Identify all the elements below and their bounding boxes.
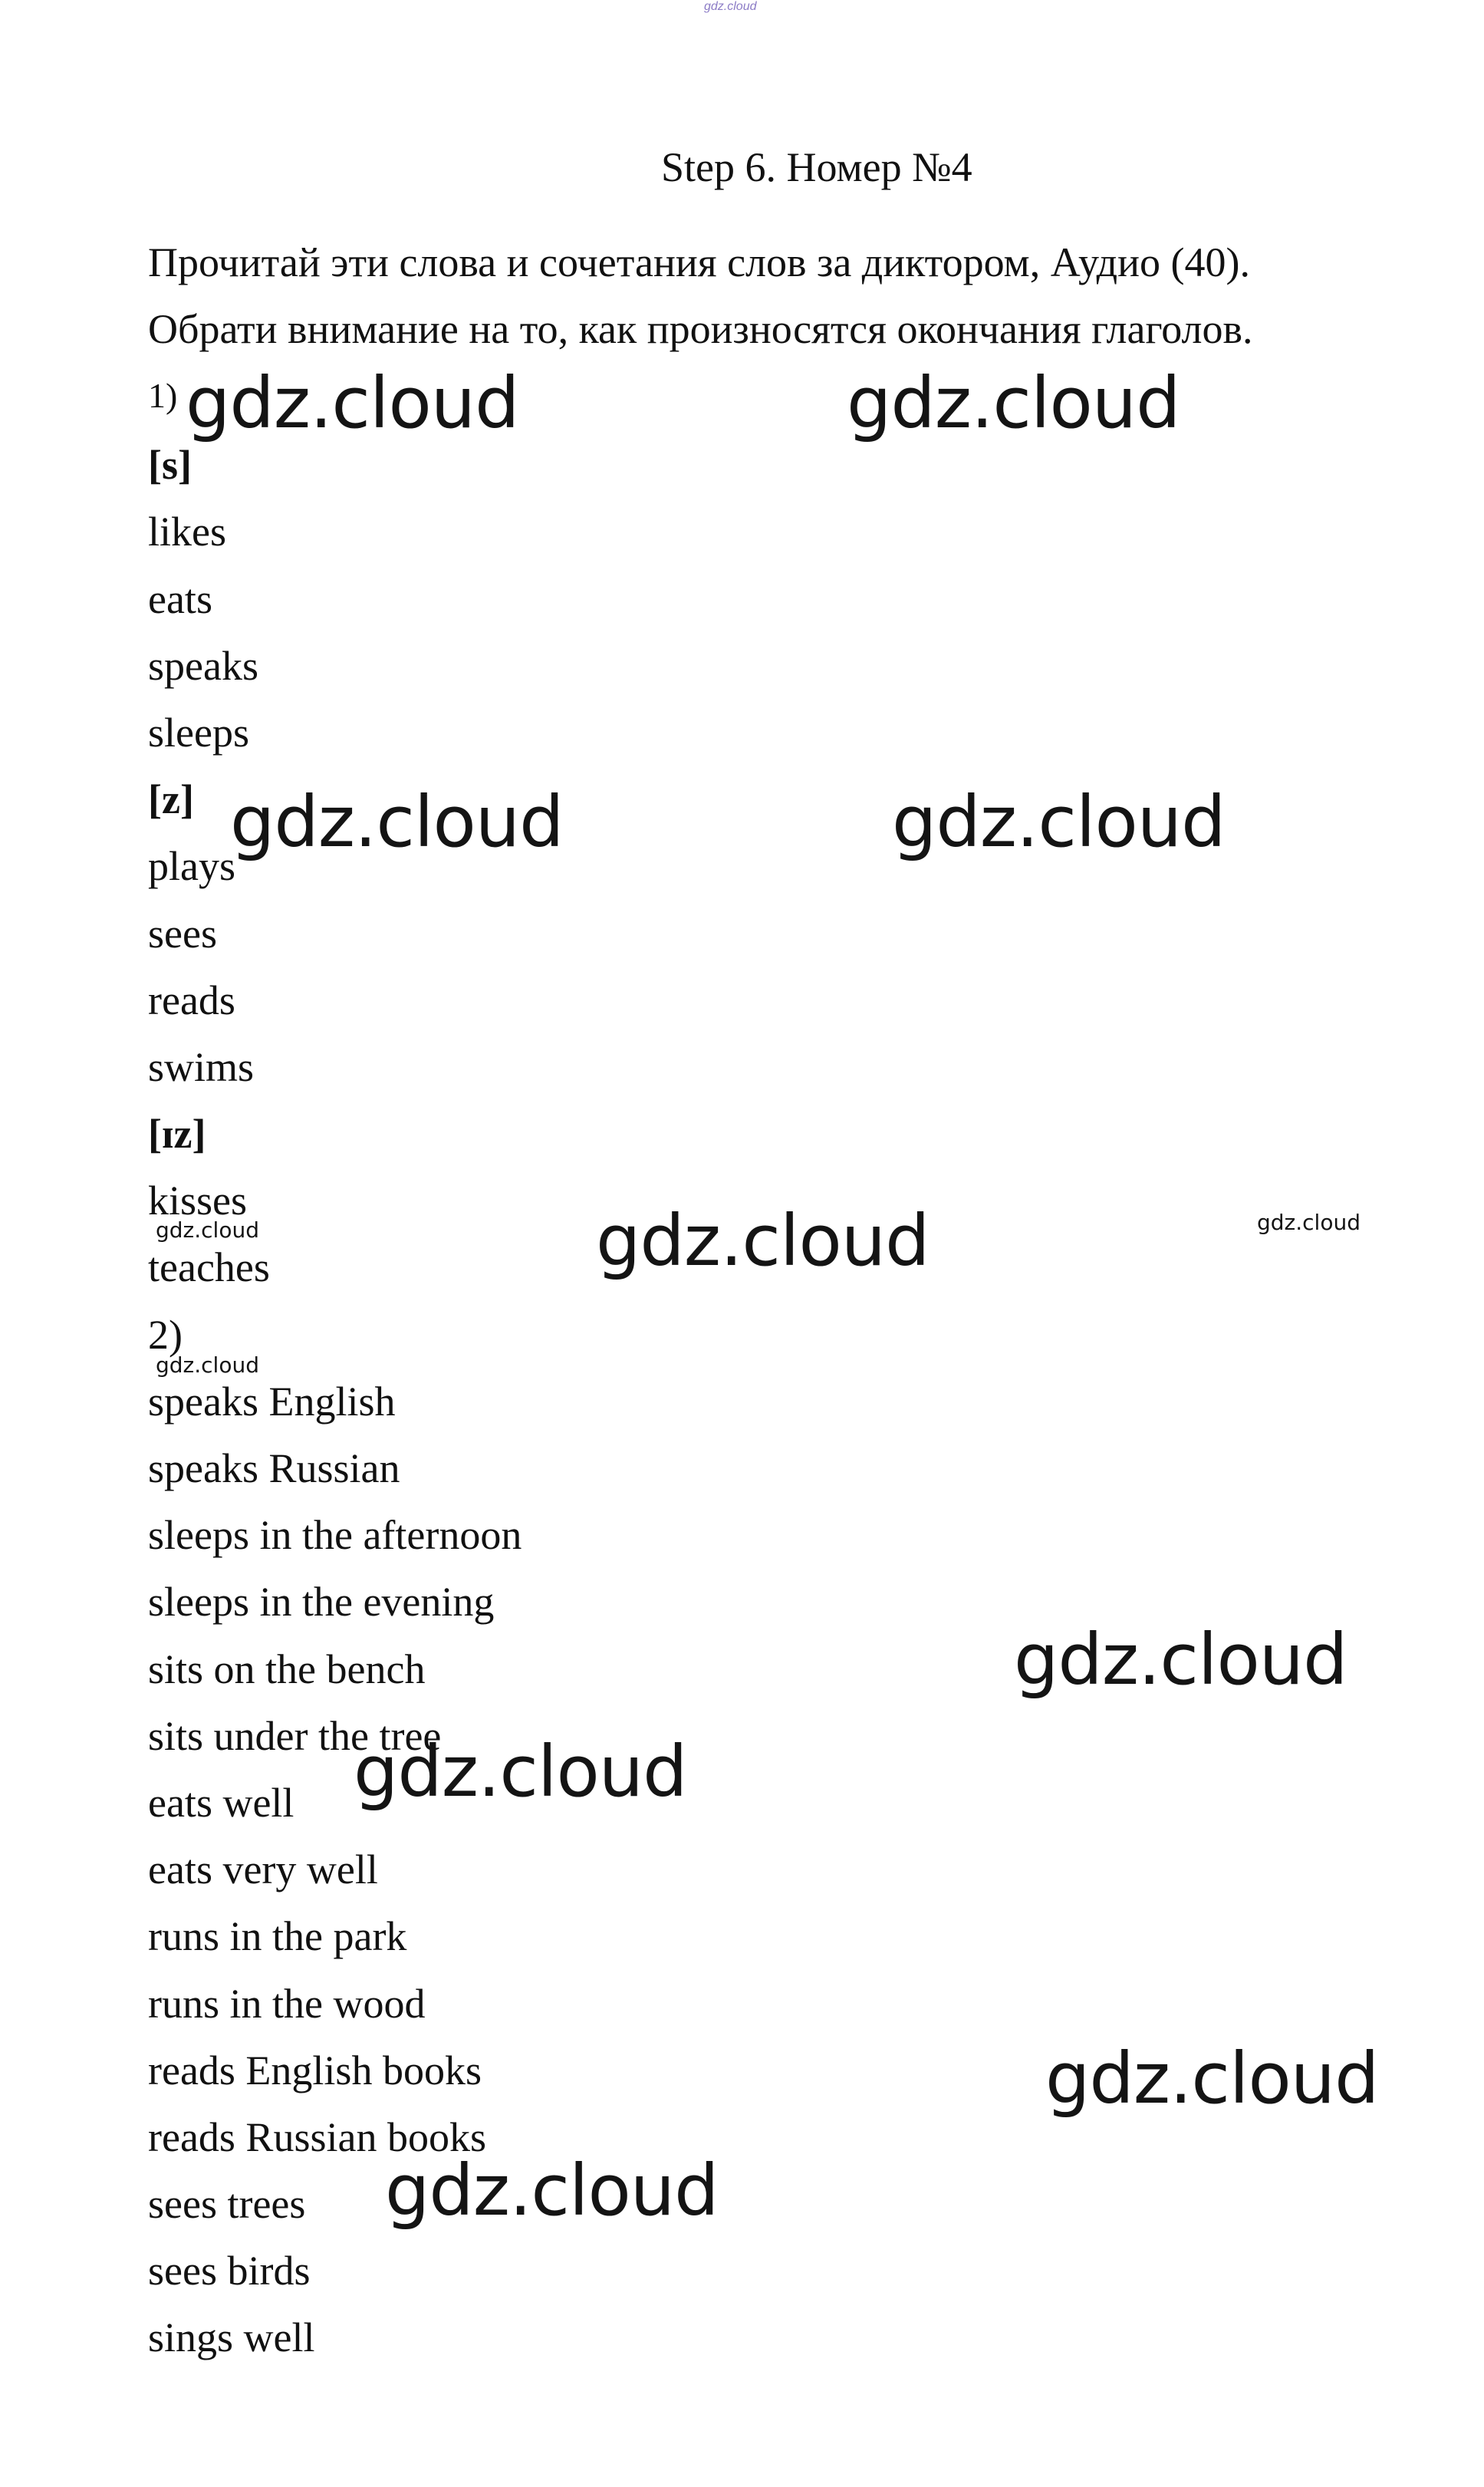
phrase-item: sleeps in the afternoon — [148, 1512, 522, 1559]
instruction-line-2: Обрати внимание на то, как произносятся окончания глаголов. — [148, 306, 1253, 352]
phrase-item: sleeps in the evening — [148, 1579, 495, 1626]
phrase-item: sits under the tree — [148, 1712, 442, 1759]
top-watermark: gdz.cloud — [704, 0, 757, 13]
watermark: gdz.cloud — [186, 362, 519, 444]
sound-heading-iz: [ɪz] — [148, 1111, 206, 1158]
watermark: gdz.cloud — [230, 781, 564, 863]
word-item: swims — [148, 1043, 255, 1090]
sound-heading-z: [z] — [148, 776, 194, 823]
part1-label: 1) — [148, 376, 178, 415]
sound-heading-s: [s] — [148, 442, 192, 489]
instruction-line-1: Прочитай эти слова и сочетания слов за диктором, Аудио (40). — [148, 239, 1250, 285]
word-item: sleeps — [148, 709, 249, 756]
word-item: eats — [148, 575, 212, 622]
phrase-item: sings well — [148, 2314, 315, 2361]
watermark: gdz.cloud — [385, 2149, 719, 2232]
watermark: gdz.cloud — [1045, 2037, 1379, 2120]
page-title: Step 6. Номер №4 — [661, 144, 972, 190]
phrase-item: sees trees — [148, 2181, 306, 2228]
word-item: sees — [148, 910, 217, 957]
watermark: gdz.cloud — [1014, 1619, 1347, 1701]
watermark: gdz.cloud — [892, 781, 1226, 863]
word-item: likes — [148, 509, 226, 555]
phrase-item: reads English books — [148, 2047, 482, 2093]
word-item: speaks — [148, 642, 258, 689]
word-item: kisses — [148, 1178, 248, 1224]
watermark-small: gdz.cloud — [1257, 1210, 1361, 1235]
phrase-item: speaks Russian — [148, 1445, 400, 1491]
watermark: gdz.cloud — [354, 1731, 687, 1813]
phrase-item: runs in the wood — [148, 1980, 426, 2027]
watermark: gdz.cloud — [847, 362, 1180, 444]
phrase-item: sees birds — [148, 2248, 311, 2294]
phrase-item: runs in the park — [148, 1913, 407, 1960]
word-item: reads — [148, 977, 235, 1023]
phrase-item: eats very well — [148, 1846, 378, 1893]
watermark-small: gdz.cloud — [156, 1217, 259, 1243]
part2-label: 2) — [148, 1311, 183, 1358]
phrase-item: eats well — [148, 1779, 294, 1826]
watermark-small: gdz.cloud — [156, 1352, 259, 1378]
phrase-item: sits on the bench — [148, 1645, 426, 1692]
phrase-item: reads Russian books — [148, 2113, 486, 2160]
phrase-item: speaks English — [148, 1378, 396, 1425]
word-item: teaches — [148, 1244, 270, 1291]
watermark: gdz.cloud — [596, 1200, 930, 1282]
word-item: plays — [148, 843, 235, 890]
